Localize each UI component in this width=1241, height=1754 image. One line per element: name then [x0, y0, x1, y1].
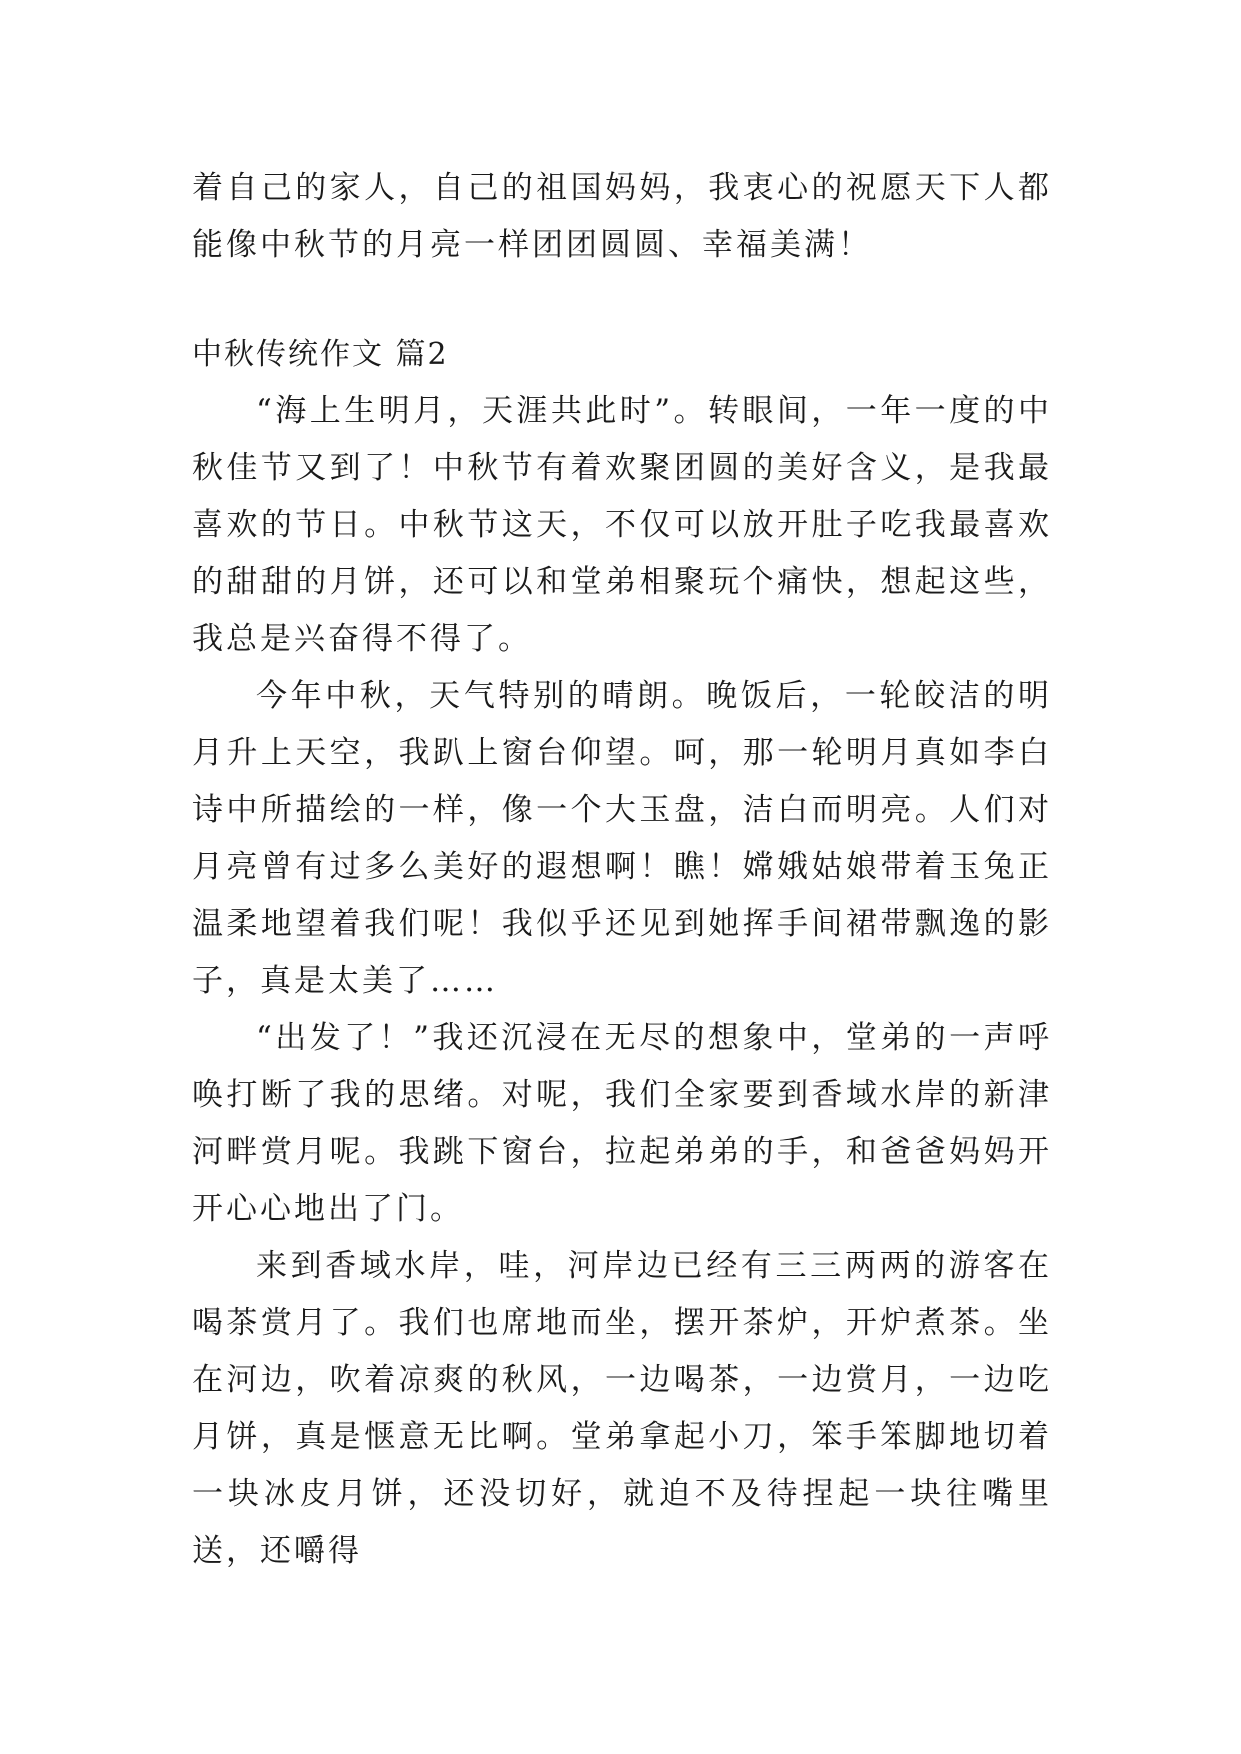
paragraph-2: 今年中秋，天气特别的晴朗。晚饭后，一轮皎洁的明月升上天空，我趴上窗台仰望。呵，那一轮明月真如李白诗中所描绘的一样，像一个大玉盘，洁白而明亮。人们对月亮曾有过多么美好的遐想啊！瞧！嫦娥姑娘带着玉兔正温柔地望着我们呢！我似乎还见到她挥手间裙带飘逸的影子，真是太美了…… [192, 678, 1052, 999]
paragraph-3: “出发了！”我还沉浸在无尽的想象中，堂弟的一声呼唤打断了我的思绪。对呢，我们全家要到香域水岸的新津河畔赏月呢。我跳下窗台，拉起弟弟的手，和爸爸妈妈开开心心地出了门。 [192, 1020, 1052, 1227]
document-body [192, 160, 1052, 1580]
intro-paragraph: 着自己的家人，自己的祖国妈妈，我衷心的祝愿天下人都能像中秋节的月亮一样团团圆圆、幸福美满！ [192, 170, 1052, 263]
section-title: 中秋传统作文 篇2 [192, 337, 449, 372]
paragraph-1: “海上生明月，天涯共此时”。转眼间，一年一度的中秋佳节又到了！中秋节有着欢聚团圆的美好含义，是我最喜欢的节日。中秋节这天，不仅可以放开肚子吃我最喜欢的甜甜的月饼，还可以和堂弟相聚玩个痛快，想起这些，我总是兴奋得不得了。 [192, 393, 1052, 657]
section-gap [192, 274, 1052, 326]
paragraph-4: 来到香域水岸，哇，河岸边已经有三三两两的游客在喝茶赏月了。我们也席地而坐，摆开茶炉，开炉煮茶。坐在河边，吹着凉爽的秋风，一边喝茶，一边赏月，一边吃月饼，真是惬意无比啊。堂弟拿起小刀，笨手笨脚地切着一块冰皮月饼，还没切好，就迫不及待捏起一块往嘴里送，还嚼得 [192, 1248, 1052, 1569]
